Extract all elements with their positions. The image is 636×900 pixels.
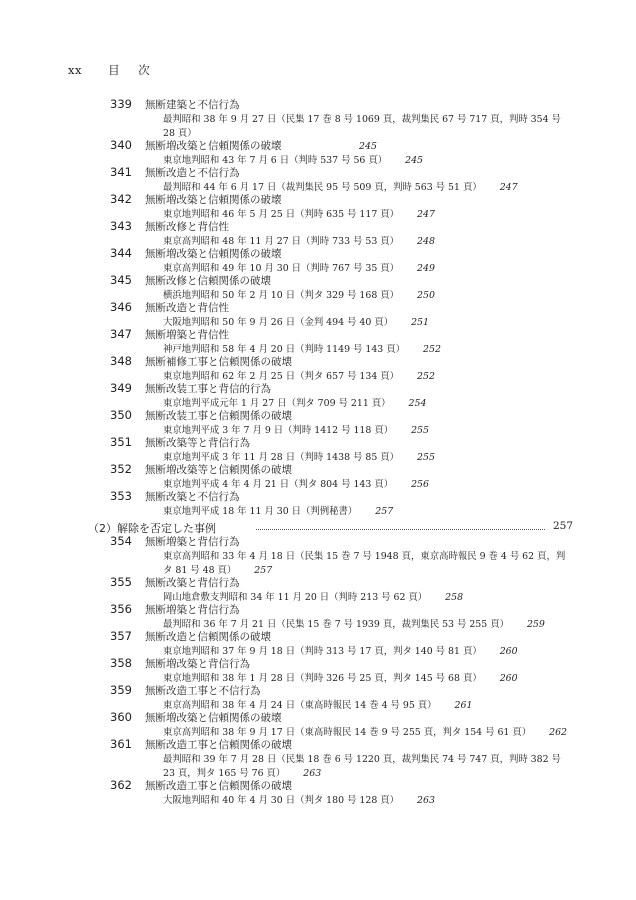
page-number: xx <box>68 63 82 77</box>
case-number: 361 <box>110 737 132 751</box>
citation-text: 東京地判平成 3 年 7 月 9 日（判時 1412 号 118 頁） <box>163 425 394 436</box>
case-number: 345 <box>110 273 132 287</box>
page-ref: 245 <box>359 141 377 152</box>
case-title: 無断改装工事と背信的行為 <box>145 383 271 395</box>
case-title: 無断改装工事と信頼関係の破壊 <box>145 410 292 422</box>
case-title: 無断増改築と信頼関係の破壊 <box>145 194 282 206</box>
case-number: 349 <box>110 381 132 395</box>
page-ref: 250 <box>417 290 435 301</box>
citation-text: 東京高判昭和 48 年 11 月 27 日（判時 733 号 53 頁） <box>163 236 400 247</box>
case-title: 無断増改築と信頼関係の破壊 <box>145 248 282 260</box>
case-title: 無断増築と背信行為 <box>145 604 240 616</box>
page-ref: 257 <box>254 564 273 576</box>
citation-text: 東京地判平成 3 年 11 月 28 日（判時 1438 号 85 頁） <box>163 452 400 463</box>
case-number: 344 <box>110 246 132 260</box>
case-title: 無断改修と背信性 <box>145 221 229 233</box>
case-number: 339 <box>110 97 132 111</box>
case-number: 357 <box>110 629 132 643</box>
citation-text: 最判昭和 36 年 7 月 21 日（民集 15 巻 7 号 1939 頁，裁判集民 53 号 255 頁） <box>163 619 509 630</box>
citation-text: 東京地判平成元年 1 月 27 日（判タ 709 号 211 頁） <box>163 398 391 409</box>
citation-text: 大阪地判昭和 50 年 9 月 26 日（金判 494 号 40 頁） <box>163 317 394 328</box>
case-number: 347 <box>110 327 132 341</box>
citation-text: 東京高判昭和 49 年 10 月 30 日（判時 767 号 35 頁） <box>163 263 400 274</box>
page-ref: 248 <box>417 236 435 247</box>
citation-text: 東京地判昭和 38 年 1 月 28 日（判時 326 号 25 頁，判タ 145 号 68 頁） <box>163 673 482 684</box>
citation-text: 東京高判昭和 38 年 9 月 17 日（東高時報民 14 巻 9 号 255 頁，判タ 154 号 61 頁） <box>163 727 532 738</box>
page-ref: 260 <box>499 673 518 684</box>
citation-text: 神戸地判昭和 58 年 4 月 20 日（判時 1149 号 143 頁） <box>163 344 406 355</box>
case-number: 358 <box>110 656 132 670</box>
case-title: 無断増改築と信頼関係の破壊 <box>145 140 282 152</box>
citation-text: 横浜地判昭和 50 年 2 月 10 日（判タ 329 号 168 頁） <box>163 290 400 301</box>
page-ref: 257 <box>375 506 394 517</box>
case-number: 340 <box>110 138 132 152</box>
case-number: 359 <box>110 683 132 697</box>
page-header <box>68 62 150 78</box>
case-number: 360 <box>110 710 132 724</box>
citation-text: 東京高判昭和 33 年 4 月 18 日（民集 15 巻 7 号 1948 頁，東京高時報民 9 巻 4 号 62 頁，判タ 81 号 48 頁） <box>163 551 566 576</box>
case-number: 351 <box>110 435 132 449</box>
case-title: 無断改築と背信行為 <box>145 577 240 589</box>
page-ref: 247 <box>417 209 435 220</box>
case-citation <box>163 753 573 780</box>
case-number: 356 <box>110 602 132 616</box>
page-ref: 252 <box>423 344 441 355</box>
section-page: 257 <box>552 520 573 532</box>
case-citation <box>163 505 573 519</box>
case-title: 無断増改築と背信行為 <box>145 658 250 670</box>
citation-text: 東京地判平成 4 年 4 月 21 日（判タ 804 号 143 頁） <box>163 479 394 490</box>
case-title: 無断増築と背信性 <box>145 329 229 341</box>
case-title: 無断改築等と背信行為 <box>145 437 250 449</box>
case-number: 350 <box>110 408 132 422</box>
case-title: 無断増改築と信頼関係の破壊 <box>145 712 282 724</box>
page-ref: 262 <box>549 727 568 738</box>
citation-text: 最判昭和 44 年 6 月 17 日（裁判集民 95 号 509 頁，判時 563 号 51 頁） <box>163 182 482 193</box>
header-title-second: 次 <box>138 63 151 77</box>
citation-text: 東京地判昭和 43 年 7 月 6 日（判時 537 号 56 頁） <box>163 155 388 166</box>
case-title: 無断改造工事と信頼関係の破壊 <box>145 780 292 792</box>
case-number: 342 <box>110 192 132 206</box>
case-citation <box>163 550 573 577</box>
page-ref: 249 <box>417 263 435 274</box>
page-ref: 261 <box>454 700 473 711</box>
dot-leader <box>256 529 545 530</box>
case-title: 無断改築と不信行為 <box>145 491 240 503</box>
case-title: 無断改造と不信行為 <box>145 167 240 179</box>
page-ref: 255 <box>417 452 435 463</box>
citation-text: 東京地判昭和 37 年 9 月 18 日（判時 313 号 17 頁，判タ 140 号 81 頁） <box>163 646 482 657</box>
case-number: 343 <box>110 219 132 233</box>
case-number: 353 <box>110 489 132 503</box>
page-ref: 258 <box>445 592 464 603</box>
case-title: 無断増築と背信行為 <box>145 536 240 548</box>
page-ref: 256 <box>411 479 429 490</box>
case-title: 無断改造工事と信頼関係の破壊 <box>145 739 292 751</box>
case-number: 341 <box>110 165 132 179</box>
section-label: （2）解除を否定した事例 <box>88 522 216 535</box>
case-title: 無断補修工事と信頼関係の破壊 <box>145 356 292 368</box>
case-number: 362 <box>110 778 132 792</box>
case-number: 355 <box>110 575 132 589</box>
case-title: 無断建築と不信行為 <box>145 99 240 111</box>
citation-text: 東京地判昭和 46 年 5 月 25 日（判時 635 号 117 頁） <box>163 209 400 220</box>
page-ref: 263 <box>303 767 322 779</box>
case-title: 無断改造と背信性 <box>145 302 229 314</box>
citation-text: 最判昭和 38 年 9 月 27 日（民集 17 巻 8 号 1069 頁，裁判集民 67 号 717 頁，判時 354 号 28 頁） <box>163 114 561 139</box>
page-ref: 254 <box>408 398 427 409</box>
citation-text: 東京地判平成 18 年 11 月 30 日（判例秘書） <box>163 506 358 517</box>
page-ref: 259 <box>526 619 545 630</box>
citation-text: 東京高判昭和 38 年 4 月 24 日（東高時報民 14 巻 4 号 95 頁） <box>163 700 437 711</box>
page-ref: 255 <box>411 425 429 436</box>
citation-text: 岡山地倉敷支判昭和 34 年 11 月 20 日（判時 213 号 62 頁） <box>163 592 428 603</box>
case-title: 無断改修と信頼関係の破壊 <box>145 275 271 287</box>
page-ref: 260 <box>499 646 518 657</box>
case-number: 354 <box>110 534 132 548</box>
citation-text: 東京地判昭和 62 年 2 月 25 日（判タ 657 号 134 頁） <box>163 371 400 382</box>
case-title: 無断増改築等と信頼関係の破壊 <box>145 464 292 476</box>
citation-text: 大阪地判昭和 40 年 4 月 30 日（判タ 180 号 128 頁） <box>163 795 400 806</box>
citation-text: 最判昭和 39 年 7 月 28 日（民集 18 巻 6 号 1220 頁，裁判集民 74 号 747 頁，判時 382 号 23 頁，判タ 165 号 76 頁） <box>163 754 561 779</box>
case-title: 無断改造と信頼関係の破壊 <box>145 631 271 643</box>
case-number: 352 <box>110 462 132 476</box>
page-ref: 245 <box>405 155 424 166</box>
header-title-first: 目 <box>108 63 121 77</box>
case-number: 348 <box>110 354 132 368</box>
case-citation <box>163 794 573 808</box>
page-ref: 247 <box>499 182 518 193</box>
page-ref: 252 <box>417 371 435 382</box>
page-ref: 251 <box>411 317 429 328</box>
case-title: 無断改造工事と不信行為 <box>145 685 261 697</box>
page-ref: 263 <box>417 795 435 806</box>
case-number: 346 <box>110 300 132 314</box>
